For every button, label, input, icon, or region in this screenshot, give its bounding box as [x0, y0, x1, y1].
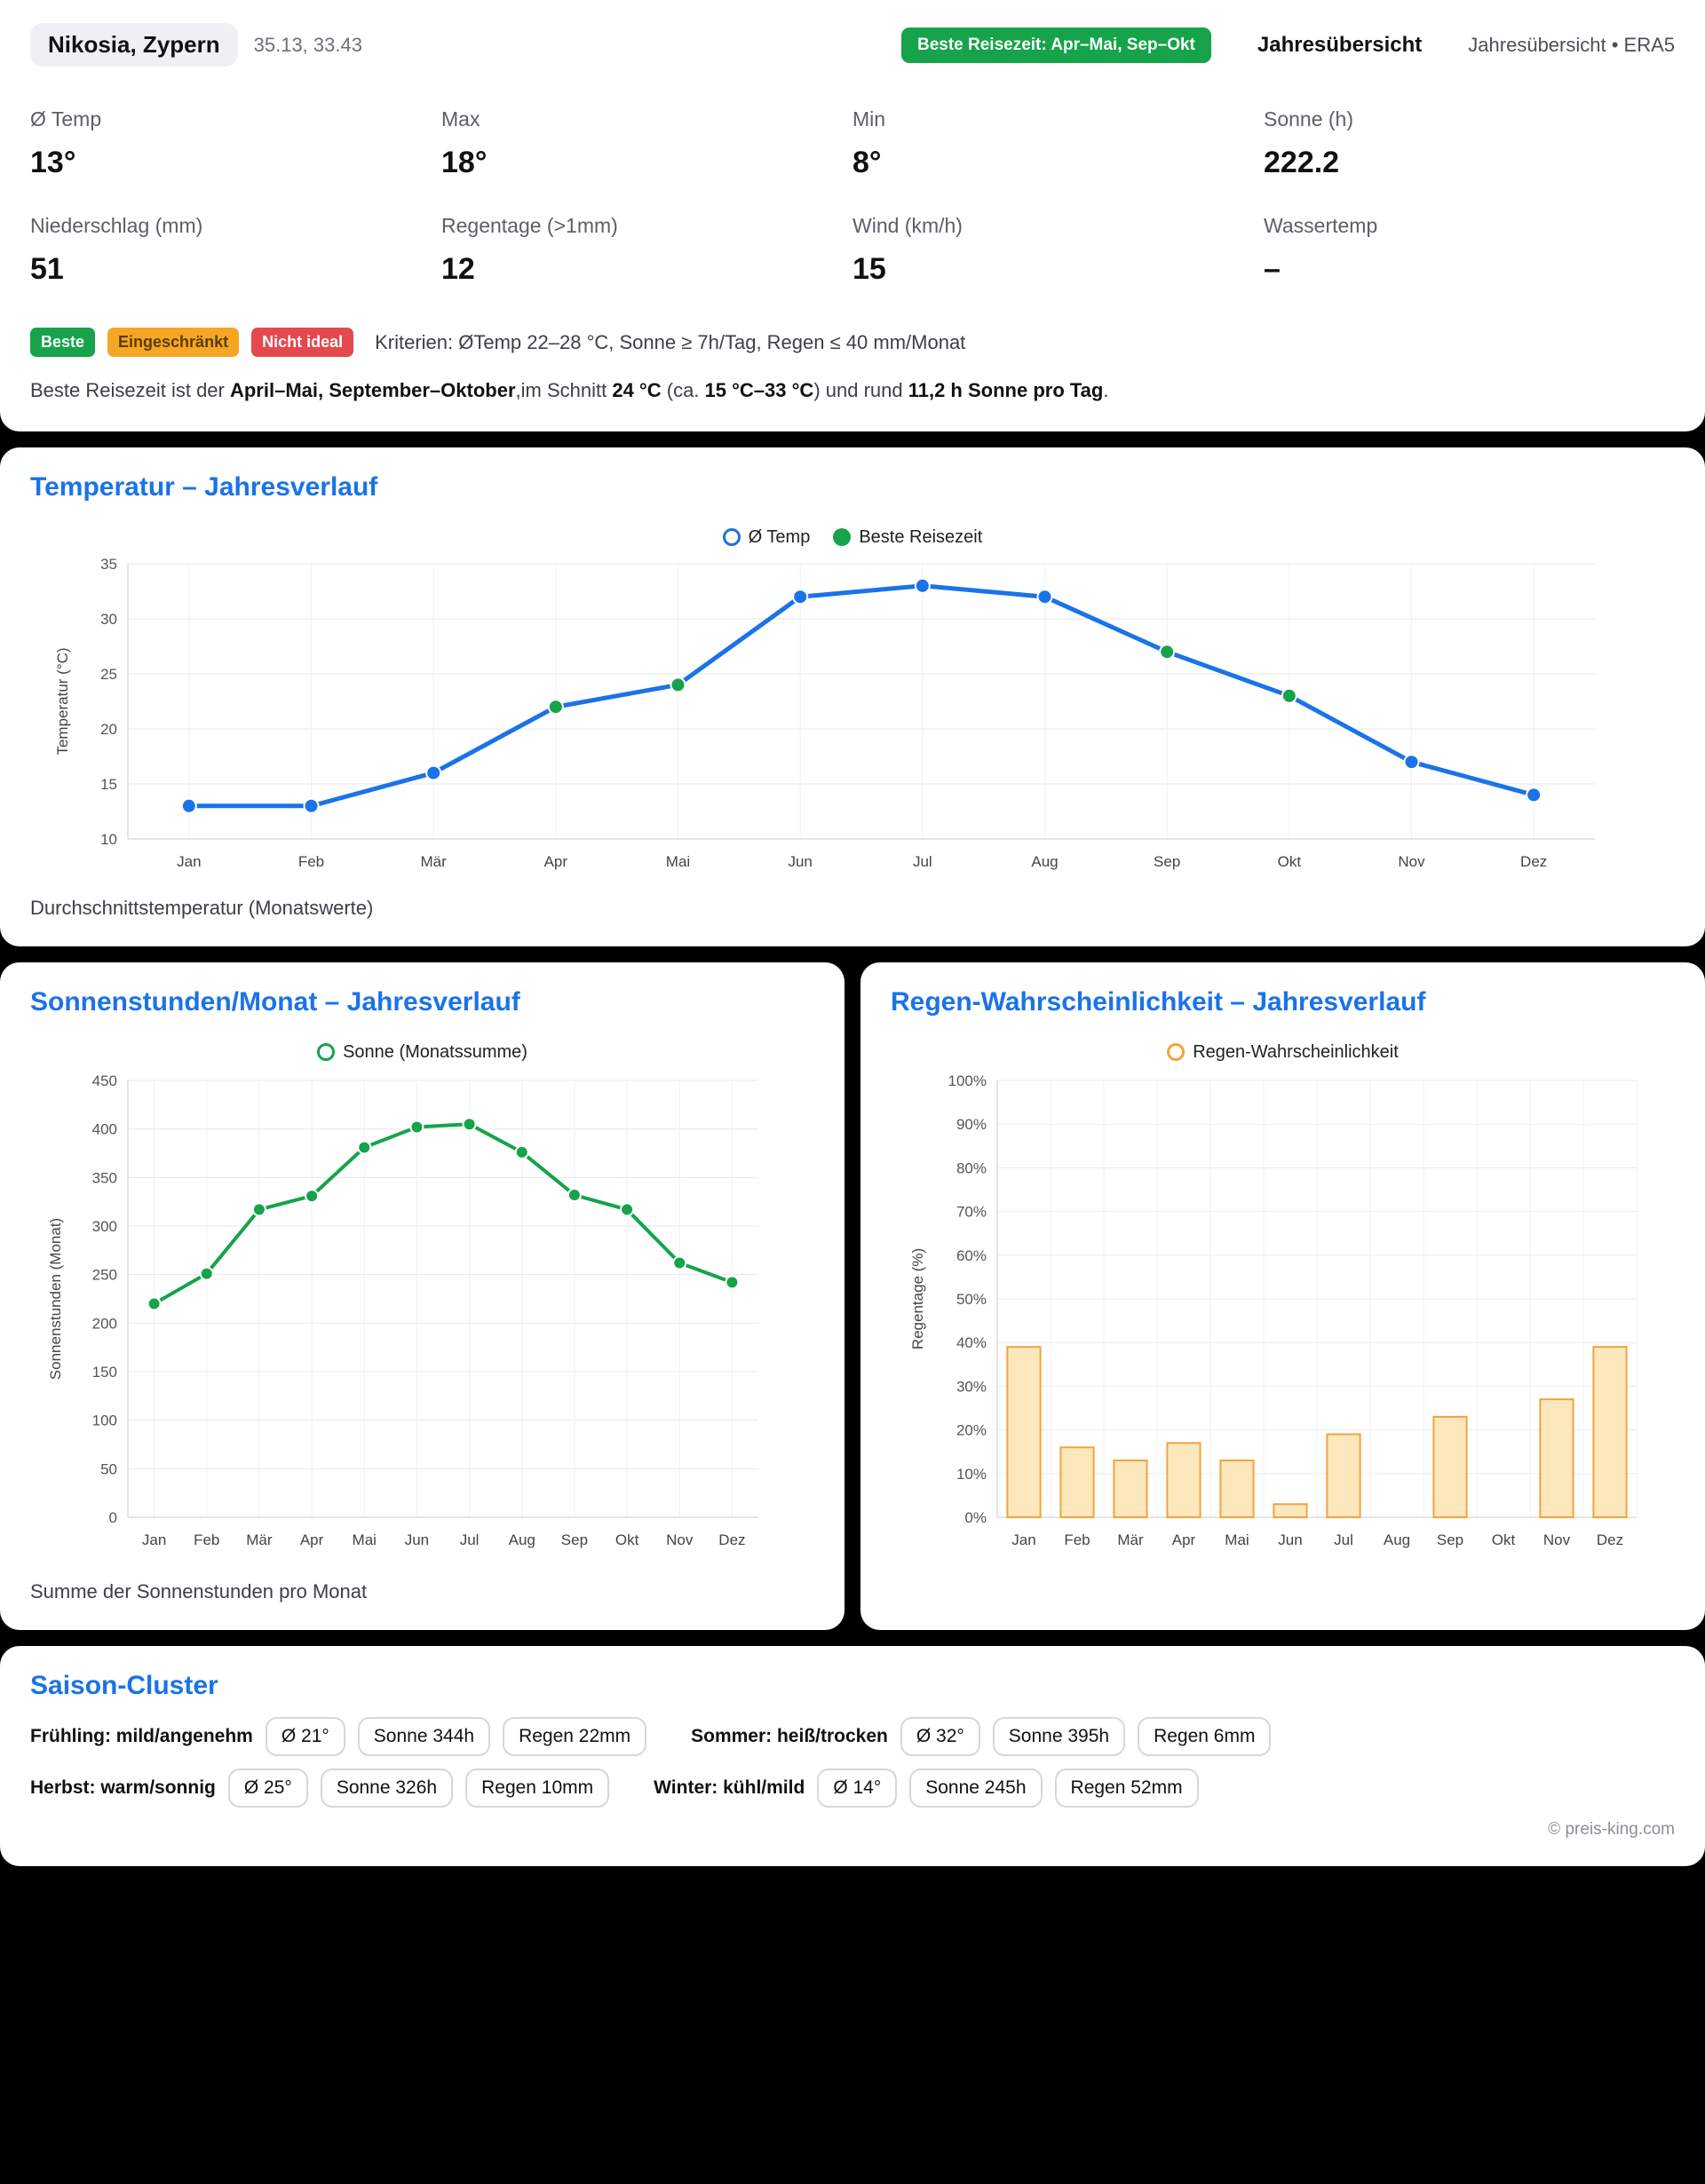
legend-item	[317, 1042, 527, 1063]
svg-text:50: 50	[100, 1460, 117, 1478]
season-name-spring: Frühling: mild/angenehm	[30, 1725, 253, 1746]
svg-text:Feb: Feb	[1064, 1531, 1090, 1548]
svg-text:10: 10	[100, 830, 117, 848]
rating-legend	[30, 328, 1675, 357]
tab-jahresuebersicht[interactable]: Jahresübersicht	[1257, 32, 1423, 57]
season-pill-sun: Sonne 245h	[909, 1769, 1042, 1808]
stat-value: 18°	[441, 146, 488, 179]
stat-label: Sonne (h)	[1264, 107, 1354, 131]
chart-title-sunhours: Sonnenstunden/Monat – Jahresverlauf	[30, 986, 520, 1017]
season-pill-rain: Regen 6mm	[1138, 1717, 1271, 1756]
svg-text:Jan: Jan	[141, 1531, 167, 1548]
svg-text:250: 250	[91, 1266, 117, 1284]
svg-text:Apr: Apr	[543, 852, 568, 870]
stat-value: –	[1264, 252, 1281, 286]
data-source-label: Jahresübersicht • ERA5	[1468, 33, 1675, 56]
season-pill-temp: Ø 25°	[228, 1769, 308, 1808]
svg-text:Mai: Mai	[665, 852, 691, 870]
legend-label: Ø Temp	[748, 526, 811, 547]
stat-value: 13°	[30, 146, 76, 179]
stat-value: 51	[30, 252, 64, 286]
season-pill-temp: Ø 21°	[266, 1717, 345, 1756]
chip-eingeschraenkt: Eingeschränkt	[107, 328, 239, 357]
svg-text:60%: 60%	[956, 1246, 987, 1264]
season-pill-sun: Sonne 326h	[321, 1769, 453, 1808]
summary-part: .	[1103, 379, 1109, 401]
svg-text:Dez: Dez	[718, 1531, 746, 1548]
svg-text:Aug: Aug	[508, 1531, 535, 1548]
chart-title-temperature: Temperatur – Jahresverlauf	[30, 471, 378, 502]
legend-item	[723, 527, 811, 548]
summary-bold: April–Mai, September–Oktober	[229, 379, 516, 401]
svg-text:Aug: Aug	[1031, 852, 1059, 870]
svg-text:Mai: Mai	[352, 1531, 377, 1548]
season-cluster-card	[0, 1646, 1705, 1866]
season-row	[30, 1717, 1675, 1756]
svg-text:90%: 90%	[956, 1116, 987, 1134]
svg-text:50%: 50%	[956, 1290, 987, 1308]
header	[30, 23, 1675, 67]
season-pill-rain: Regen 22mm	[503, 1717, 646, 1756]
stat-value: 8°	[852, 146, 882, 179]
svg-text:Sep: Sep	[1154, 852, 1181, 870]
summary-bold: 15 °C–33 °C	[704, 379, 814, 401]
summary-part: ) und rund	[813, 379, 908, 401]
legend-label: Regen-Wahrscheinlichkeit	[1193, 1041, 1399, 1062]
summary-bold: 11,2 h Sonne pro Tag	[908, 379, 1104, 401]
svg-text:15: 15	[100, 775, 117, 793]
svg-text:Aug: Aug	[1383, 1531, 1411, 1548]
svg-text:Temperatur (°C): Temperatur (°C)	[54, 647, 71, 756]
coordinates: 35.13, 33.43	[253, 33, 362, 56]
legend-marker-rain-icon	[1167, 1043, 1185, 1061]
svg-text:450: 450	[91, 1072, 117, 1089]
chart-title-rain: Regen-Wahrscheinlichkeit – Jahresverlauf	[891, 986, 1426, 1017]
svg-text:400: 400	[91, 1120, 117, 1138]
svg-text:Jan: Jan	[177, 852, 202, 870]
svg-text:Mär: Mär	[420, 852, 447, 870]
svg-text:10%: 10%	[956, 1465, 987, 1483]
svg-text:Jul: Jul	[1334, 1531, 1353, 1548]
legend-rain	[891, 1042, 1675, 1063]
legend-item	[833, 527, 982, 548]
chart-caption-temperature: Durchschnittstemperatur (Monatswerte)	[30, 896, 374, 919]
svg-text:Okt: Okt	[1277, 852, 1302, 870]
legend-marker-avg-temp-icon	[723, 528, 741, 546]
svg-text:Feb: Feb	[194, 1531, 220, 1548]
svg-text:Nov: Nov	[1542, 1531, 1571, 1548]
stat-label: Ø Temp	[30, 107, 102, 131]
summary-part: (ca.	[661, 379, 705, 401]
season-pill-rain: Regen 10mm	[465, 1769, 609, 1808]
legend-label: Sonne (Monatssumme)	[343, 1041, 527, 1062]
svg-text:Jan: Jan	[1011, 1531, 1036, 1548]
stat-value: 15	[852, 252, 886, 286]
season-pill-rain: Regen 52mm	[1055, 1769, 1199, 1808]
stat-label: Wassertemp	[1264, 214, 1378, 237]
svg-text:Okt: Okt	[615, 1531, 639, 1548]
svg-text:300: 300	[91, 1217, 117, 1235]
svg-text:Regentage (%): Regentage (%)	[909, 1247, 926, 1350]
summary-part: Beste Reisezeit ist der	[30, 379, 230, 401]
svg-text:Apr: Apr	[299, 1531, 324, 1548]
svg-text:Mär: Mär	[1117, 1531, 1144, 1548]
season-name-summer: Sommer: heiß/trocken	[691, 1725, 888, 1746]
svg-text:80%: 80%	[956, 1159, 987, 1177]
legend-sunhours	[30, 1042, 814, 1063]
best-travel-time-badge: Beste Reisezeit: Apr–Mai, Sep–Okt	[901, 28, 1211, 63]
svg-text:Jul: Jul	[459, 1531, 480, 1548]
sunhours-chart-card	[0, 962, 845, 1630]
stat-label: Regentage (>1mm)	[441, 214, 618, 237]
svg-text:70%: 70%	[956, 1203, 987, 1221]
svg-text:Jun: Jun	[788, 852, 813, 870]
charts-row	[0, 962, 1705, 1646]
svg-text:25: 25	[100, 665, 117, 683]
svg-text:Jun: Jun	[1278, 1531, 1303, 1548]
svg-text:Sep: Sep	[1436, 1531, 1464, 1548]
svg-text:Nov: Nov	[1398, 852, 1425, 870]
stats-grid	[30, 107, 1675, 313]
footer-copyright: © preis-king.com	[1548, 1819, 1675, 1839]
stat-label: Wind (km/h)	[852, 214, 963, 237]
svg-text:200: 200	[91, 1315, 117, 1333]
svg-text:Apr: Apr	[1171, 1531, 1196, 1548]
svg-text:40%: 40%	[956, 1334, 987, 1352]
svg-text:100%: 100%	[948, 1072, 987, 1089]
season-row	[30, 1769, 1675, 1808]
season-name-winter: Winter: kühl/mild	[654, 1776, 805, 1798]
summary-text	[30, 376, 1675, 405]
temperature-chart-card	[0, 447, 1705, 946]
svg-text:Okt: Okt	[1491, 1531, 1516, 1548]
stat-label: Niederschlag (mm)	[30, 214, 203, 237]
rain-bar-chart	[891, 1066, 1672, 1563]
svg-text:Sep: Sep	[560, 1531, 589, 1548]
season-pill-temp: Ø 32°	[900, 1717, 980, 1756]
svg-text:Mai: Mai	[1225, 1531, 1249, 1548]
svg-text:150: 150	[91, 1363, 117, 1381]
svg-text:0: 0	[108, 1508, 117, 1526]
season-pill-temp: Ø 14°	[817, 1769, 897, 1808]
summary-part: ,im Schnitt	[515, 379, 613, 401]
sunhours-line-chart	[30, 1066, 812, 1563]
chip-nicht-ideal: Nicht ideal	[251, 328, 353, 357]
season-pill-sun: Sonne 395h	[993, 1717, 1125, 1756]
svg-text:Dez: Dez	[1596, 1531, 1624, 1548]
overview-card	[0, 0, 1705, 431]
temperature-line-chart	[30, 551, 1675, 880]
svg-text:Jun: Jun	[404, 1531, 430, 1548]
svg-text:30: 30	[100, 610, 117, 628]
svg-text:Feb: Feb	[297, 852, 325, 870]
stat-value: 222.2	[1264, 146, 1340, 179]
stat-label: Max	[441, 107, 480, 131]
rain-chart-card	[860, 962, 1705, 1630]
stat-label: Min	[852, 107, 886, 131]
svg-text:0%: 0%	[964, 1508, 987, 1526]
chart-caption-sunhours: Summe der Sonnenstunden pro Monat	[30, 1579, 368, 1602]
svg-text:Mär: Mär	[246, 1531, 273, 1548]
svg-text:Sonnenstunden (Monat): Sonnenstunden (Monat)	[47, 1217, 64, 1381]
svg-text:20%: 20%	[956, 1421, 987, 1439]
svg-text:350: 350	[91, 1169, 117, 1187]
svg-text:20: 20	[100, 720, 117, 738]
legend-label: Beste Reisezeit	[859, 526, 983, 547]
svg-text:Jul: Jul	[912, 852, 932, 870]
season-pill-sun: Sonne 344h	[358, 1717, 490, 1756]
season-name-autumn: Herbst: warm/sonnig	[30, 1776, 216, 1798]
stat-value: 12	[441, 252, 475, 286]
city-pill[interactable]: Nikosia, Zypern	[30, 23, 238, 67]
svg-text:35: 35	[100, 555, 117, 573]
svg-text:100: 100	[91, 1412, 117, 1429]
svg-text:Dez: Dez	[1520, 852, 1548, 870]
legend-item	[1167, 1042, 1399, 1063]
legend-marker-best-season-icon	[833, 528, 851, 546]
legend-marker-sun-icon	[317, 1043, 335, 1061]
svg-text:30%: 30%	[956, 1378, 987, 1396]
chip-beste: Beste	[30, 328, 95, 357]
svg-text:Nov: Nov	[666, 1531, 694, 1548]
season-cluster-title: Saison-Cluster	[30, 1670, 218, 1700]
criteria-text: Kriterien: ØTemp 22–28 °C, Sonne ≥ 7h/Tag, Regen ≤ 40 mm/Monat	[375, 330, 966, 353]
legend-temperature	[30, 527, 1675, 548]
summary-bold: 24 °C	[612, 379, 662, 401]
